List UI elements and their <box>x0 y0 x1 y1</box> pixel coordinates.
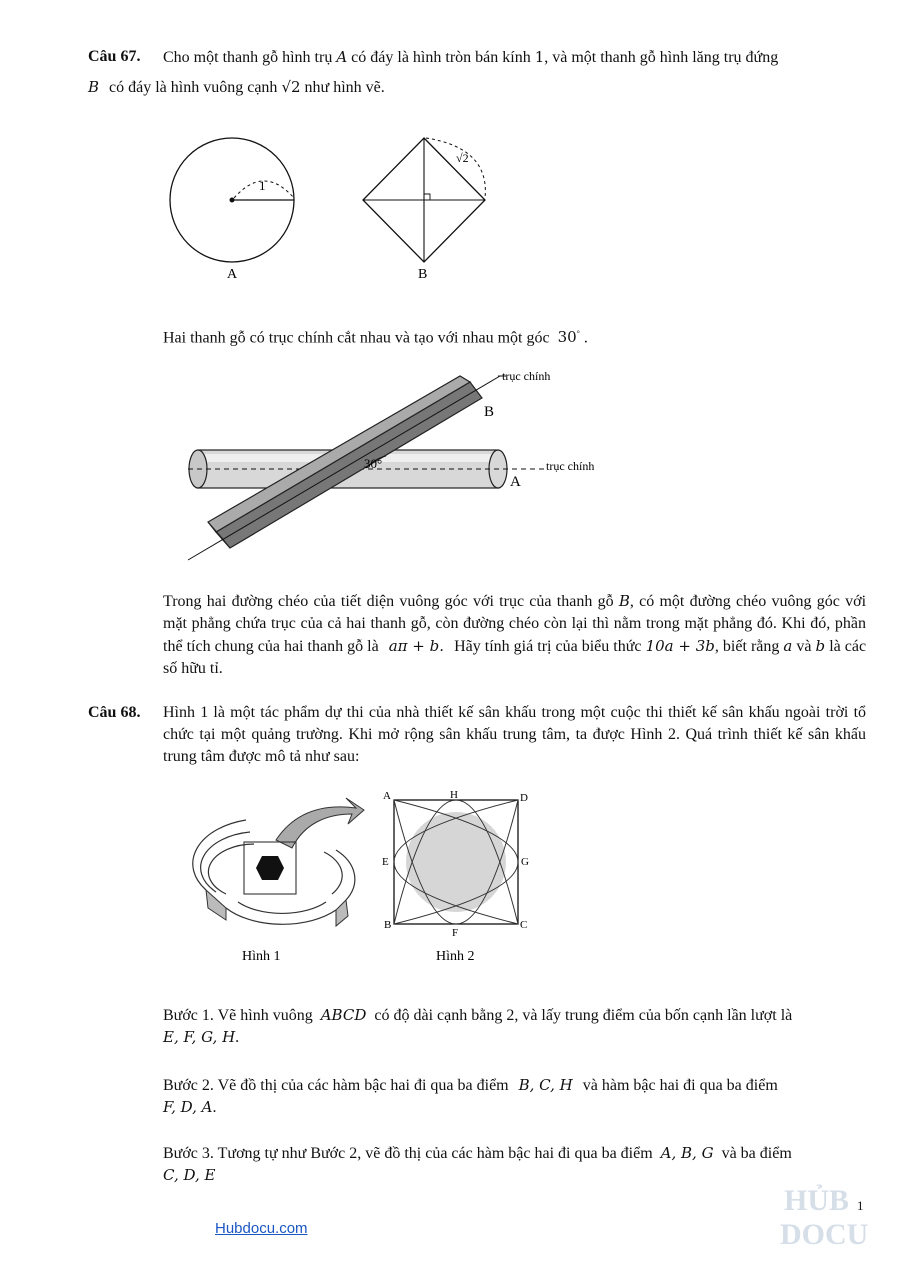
q67-p4b: là các số hữu tỉ. <box>163 638 867 677</box>
q67-paragraph <box>163 590 866 680</box>
pt-d: D <box>520 792 528 804</box>
q67-p3a: đó. Khi đó, phần thể tích chung của hai thanh gỗ là <box>163 615 866 655</box>
q68-step2-pts2: F, D, A <box>163 1098 213 1116</box>
q68-step2b: và hàm bậc hai đi qua ba điểm <box>582 1077 778 1094</box>
q68-paragraph <box>163 702 866 768</box>
q67-angle-value: 30 <box>557 328 577 347</box>
q67-text-line1 <box>163 46 778 69</box>
center-stage <box>256 856 284 880</box>
pt-c: C <box>520 919 528 931</box>
q68-step1-var: ABCD <box>320 1006 367 1024</box>
q68-step3-pts2: C, D, E <box>163 1166 216 1184</box>
q67-p1b: , có một đường chéo vuông <box>629 593 812 610</box>
q68-step1b: có độ dài cạnh bằng 2, và lấy trung điểm của bốn cạnh lần lượt là <box>374 1007 793 1024</box>
q67-p3b: Hãy tính giá trị của biểu thức <box>454 638 642 655</box>
q68-p1: Hình 1 là một tác phẩm dự thi của nhà thiết kế sân khấu trong một cuộc thi thiết kế sân khấu ngoài <box>163 704 821 721</box>
q67-line1a: Cho một thanh gỗ hình trụ <box>163 49 333 66</box>
q67-p4-and: và <box>796 638 812 655</box>
side-arc <box>426 138 485 198</box>
q67-var-a: A <box>336 48 348 66</box>
q68-label: Câu 68. <box>88 704 141 721</box>
q68-step2-points: F, D, A. <box>163 1098 217 1116</box>
q67-one: 1 <box>534 48 545 66</box>
q68-label-line <box>88 702 140 724</box>
q67-angle-sentence: Hai thanh gỗ có trục chính cắt nhau và tạo với nhau một góc <box>163 329 550 347</box>
hubdocu-watermark-logo <box>778 1180 878 1250</box>
q67-figure-cross-sections <box>160 128 500 288</box>
q67-line1c: , và một thanh gỗ hình lăng trụ đứng <box>544 49 779 66</box>
stage-wall-left <box>206 890 226 920</box>
q67-angle-end: . <box>583 329 588 347</box>
q67-p4-b: b <box>815 637 826 655</box>
rotation-arrow <box>276 798 364 848</box>
watermark-bottom: DOCU <box>780 1218 869 1251</box>
stage-arc-mid-left <box>201 832 250 892</box>
q68-p2: trời tổ chức tại một quảng trường. Khi mở rộng sân khấu trung tâm, ta được Hình 2. Quá trình <box>163 704 867 743</box>
q68-step3-points <box>163 1164 215 1187</box>
pt-h: H <box>450 789 458 801</box>
q68-step3a: Bước 3. Tương tự như Bước 2, vẽ đồ thị của các hàm bậc hai đi qua ba điểm <box>163 1145 653 1162</box>
q68-step1a: Bước 1. Vẽ hình vuông <box>163 1007 313 1024</box>
q67-var-b: B <box>88 78 100 96</box>
q67-angle-line: Hai thanh gỗ có trục chính cắt nhau và tạo với nhau một góc 30° . <box>163 328 588 347</box>
q67-p2: góc với mặt phẳng chứa trục của cả hai thanh gỗ, còn đường chéo còn lại thì nằm trong mặt phẳng <box>163 593 867 632</box>
pt-g: G <box>521 856 529 868</box>
q67-text-line2 <box>88 76 385 99</box>
axis-label-top: trục chính <box>502 369 551 383</box>
q67-line2a: có đáy là hình vuông cạnh <box>109 79 278 96</box>
q67-line1b: có đáy là hình tròn bán kính <box>351 49 531 66</box>
side-label: √2 <box>456 151 469 165</box>
stage-arc-outer-bottom <box>226 908 336 924</box>
q68-step3b: và ba điểm <box>721 1145 792 1162</box>
center-region <box>406 812 506 912</box>
stage-arc-outer-right <box>336 850 355 900</box>
hinh1-caption: Hình 1 <box>242 949 281 964</box>
q68-step2-pts1: B, C, H <box>518 1076 573 1094</box>
q67-sqrt2: √2 <box>281 78 301 96</box>
q67-p1-var: B <box>618 592 630 610</box>
q67-p3-expr: aπ + b. <box>388 637 445 655</box>
stage-arc-mid-bottom <box>238 902 326 913</box>
q68-figure-hinh1 <box>186 790 366 964</box>
q68-step3-pts1: A, B, G <box>660 1144 714 1162</box>
stage-arc-inner-left <box>208 844 254 894</box>
angle-label: 30° <box>364 456 383 471</box>
q68-step3 <box>163 1142 792 1165</box>
bar-label: B <box>484 404 495 420</box>
cylinder-label: A <box>510 474 521 490</box>
watermark-top: HỦB <box>784 1184 850 1217</box>
q68-step2a: Bước 2. Vẽ đồ thị của các hàm bậc hai đi qua ba điểm <box>163 1077 509 1094</box>
circle-label: A <box>227 267 238 282</box>
q67-figure-crossing-bars <box>180 362 620 572</box>
right-angle-mark <box>424 194 430 200</box>
q67-label: Câu 67. <box>88 48 141 65</box>
q67-p4a: , biết rằng <box>714 638 780 655</box>
q68-p3: thiết kế sân khấu trung tâm được mô tả như sau: <box>163 726 867 765</box>
axis-label-right: trục chính <box>546 459 595 473</box>
q68-step1-pts: E, F, G, H <box>163 1028 236 1046</box>
q67-p1: Trong hai đường chéo của tiết diện vuông góc với trục của thanh gỗ <box>163 593 614 610</box>
stage-wall-right <box>336 900 348 926</box>
pt-e: E <box>382 856 389 868</box>
pt-a: A <box>383 790 391 802</box>
q67-p4-a: a <box>783 637 793 655</box>
q68-figure-hinh2 <box>378 786 538 966</box>
q67-p4-expr: 10a + 3b <box>645 637 715 655</box>
q67-line2b: như hình vẽ. <box>304 79 385 96</box>
pt-f: F <box>452 927 459 939</box>
hinh2-caption: Hình 2 <box>436 949 475 964</box>
pt-b: B <box>384 919 392 931</box>
q68-step1-points: E, F, G, H. <box>163 1028 240 1046</box>
q68-step1 <box>163 1004 792 1027</box>
stage-arc-mid-right <box>324 852 342 894</box>
stage-arc-outer-left <box>193 820 246 890</box>
square-label: B <box>418 267 428 282</box>
page-number: 1 <box>857 1198 864 1213</box>
q67-line1 <box>88 46 140 68</box>
q68-step2 <box>163 1074 778 1097</box>
footer-hubdocu-link[interactable]: Hubdocu.com <box>215 1220 308 1237</box>
radius-label: 1 <box>259 178 266 193</box>
